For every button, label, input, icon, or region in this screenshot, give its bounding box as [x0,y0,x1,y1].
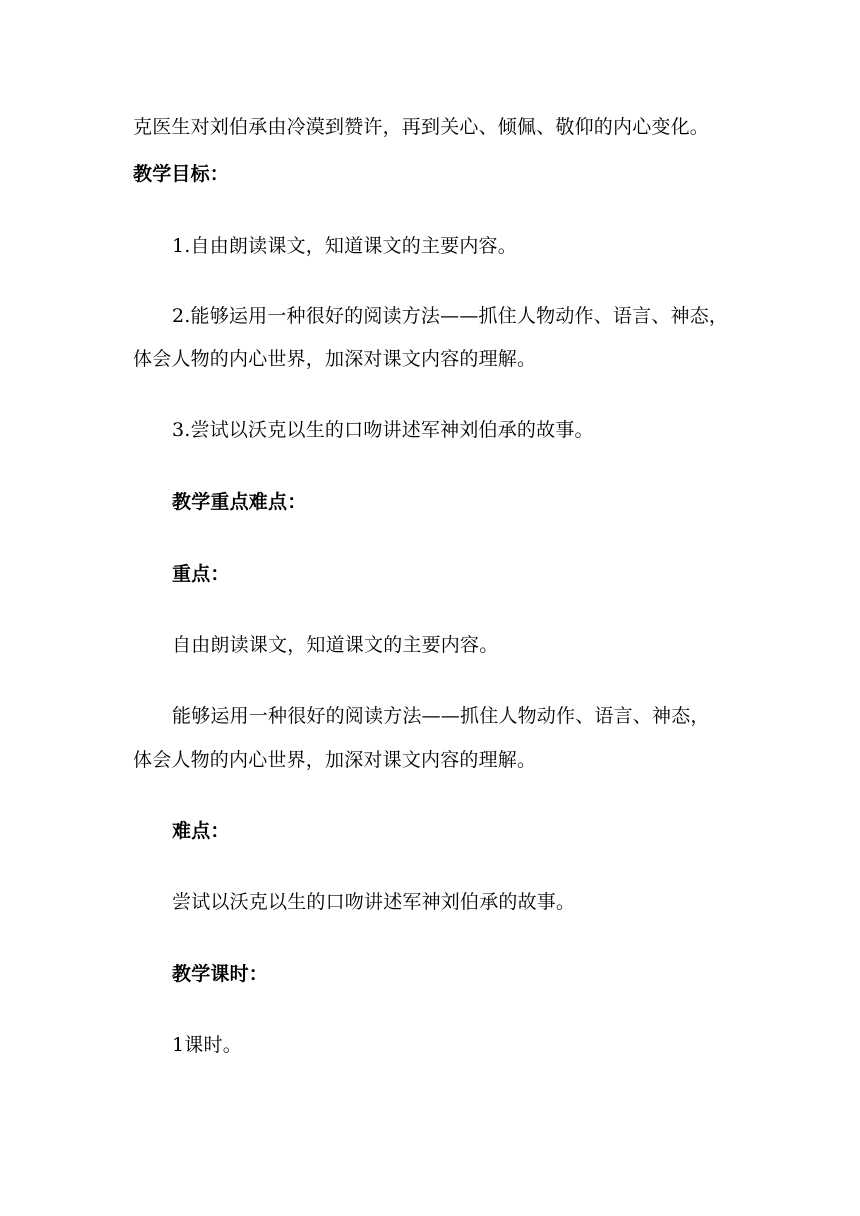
difficult-item: 尝试以沃克以生的口吻讲述军神刘伯承的故事。 [172,891,576,913]
key-item-2-continued: 体会人物的内心世界，加深对课文内容的理解。 [133,749,537,771]
key-item-1: 自由朗读课文，知道课文的主要内容。 [172,634,499,656]
key-item-2: 能够运用一种很好的阅读方法——抓住人物动作、语言、神态， [172,705,710,727]
goal-item-1: 1.自由朗读课文，知道课文的主要内容。 [172,235,517,257]
hours-value: 1课时。 [172,1034,242,1056]
goal-item-3: 3.尝试以沃克以生的口吻讲述军神刘伯承的故事。 [172,419,594,441]
goal-item-2: 2.能够运用一种很好的阅读方法——抓住人物动作、语言、神态， [172,305,729,327]
key-heading: 重点： [172,563,230,585]
hours-heading: 教学课时： [172,963,269,985]
goal-item-2-continued: 体会人物的内心世界，加深对课文内容的理解。 [133,348,537,370]
difficult-heading: 难点： [172,820,230,842]
keypoints-heading: 教学重点难点： [172,491,307,513]
intro-paragraph-tail: 克医生对刘伯承由冷漠到赞许，再到关心、倾佩、敬仰的内心变化。 [133,116,710,138]
goals-heading: 教学目标： [133,163,230,185]
